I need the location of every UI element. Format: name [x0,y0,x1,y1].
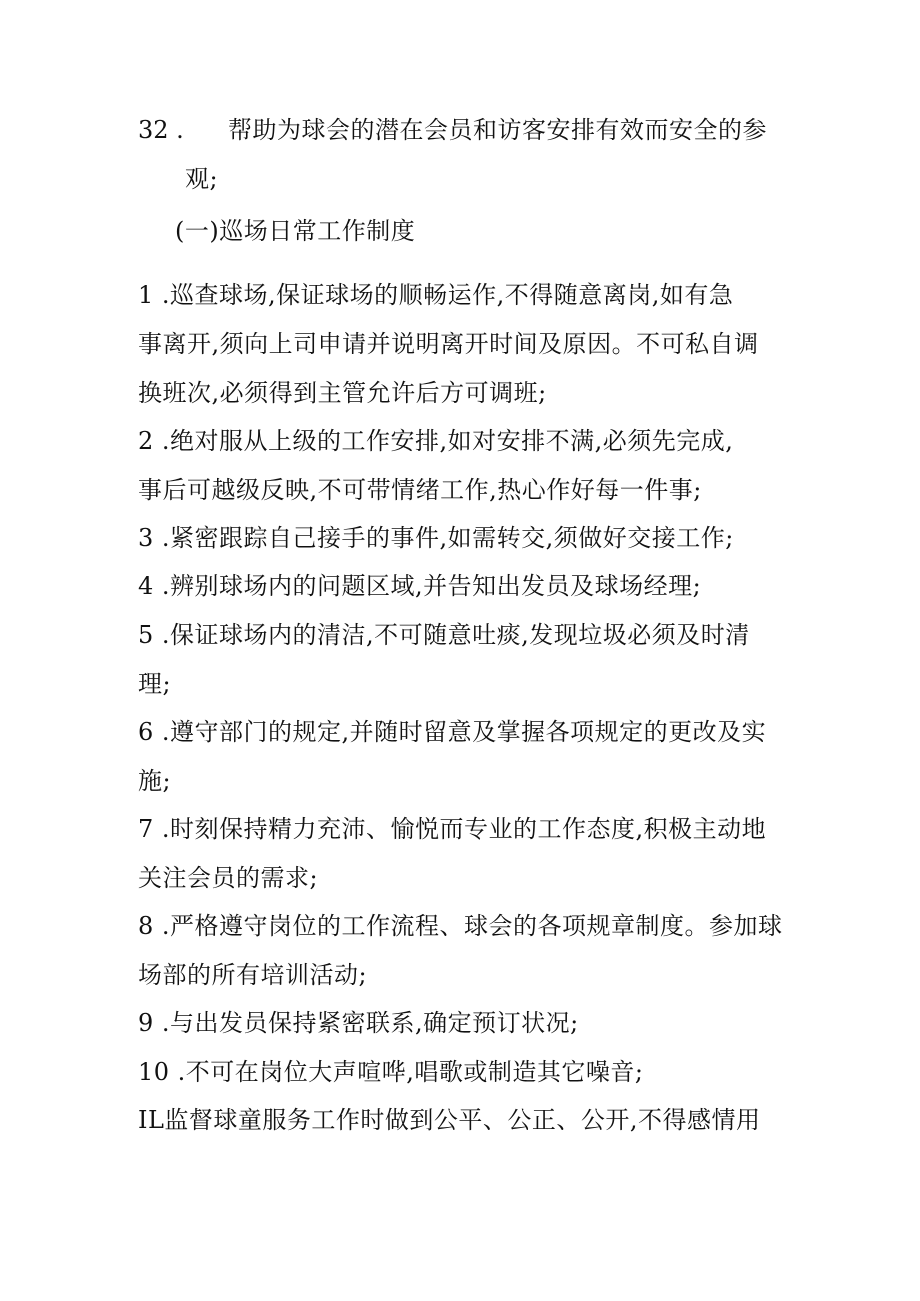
paragraph-line: 6 .遵守部门的规定,并随时留意及掌握各项规定的更改及实 [138,718,767,746]
section-heading: (一)巡场日常工作制度 [175,217,416,245]
paragraph-line: 事离开,须向上司申请并说明离开时间及原因。不可私自调 [138,330,759,358]
paragraph-line: 10 .不可在岗位大声喧哗,唱歌或制造其它噪音; [138,1058,644,1086]
paragraph-line: IL监督球童服务工作时做到公平、公正、公开,不得感情用 [138,1106,761,1134]
paragraph-line: 场部的所有培训活动; [138,961,368,989]
paragraph-line: 9 .与出发员保持紧密联系,确定预订状况; [138,1009,579,1037]
paragraph-line: 理; [138,670,172,698]
paragraph-line: 4 .辨别球场内的问题区域,并告知出发员及球场经理; [138,572,702,600]
paragraph-line: 7 .时刻保持精力充沛、愉悦而专业的工作态度,积极主动地 [138,815,767,843]
paragraph-line: 5 .保证球场内的清洁,不可随意吐痰,发现垃圾必须及时清 [138,621,750,649]
paragraph-line: 3 .紧密跟踪自己接手的事件,如需转交,须做好交接工作; [138,524,734,552]
paragraph-line: 施; [138,767,172,795]
paragraph-line: 事后可越级反映,不可带情绪工作,热心作好每一件事; [138,476,702,504]
item-32-line-2: 观; [185,165,219,193]
paragraph-line: 换班次,必须得到主管允许后方可调班; [138,379,547,407]
paragraph-line: 2 .绝对服从上级的工作安排,如对安排不满,必须先完成, [138,427,734,455]
paragraph-line: 1 .巡查球场,保证球场的顺畅运作,不得随意离岗,如有急 [138,281,734,309]
paragraph-line: 关注会员的需求; [138,864,319,892]
paragraph-line: 8 .严格遵守岗位的工作流程、球会的各项规章制度。参加球 [138,912,783,940]
item-32-line-1: 帮助为球会的潜在会员和访客安排有效而安全的参 [228,116,767,144]
item-number-32: 32 . [138,116,184,144]
